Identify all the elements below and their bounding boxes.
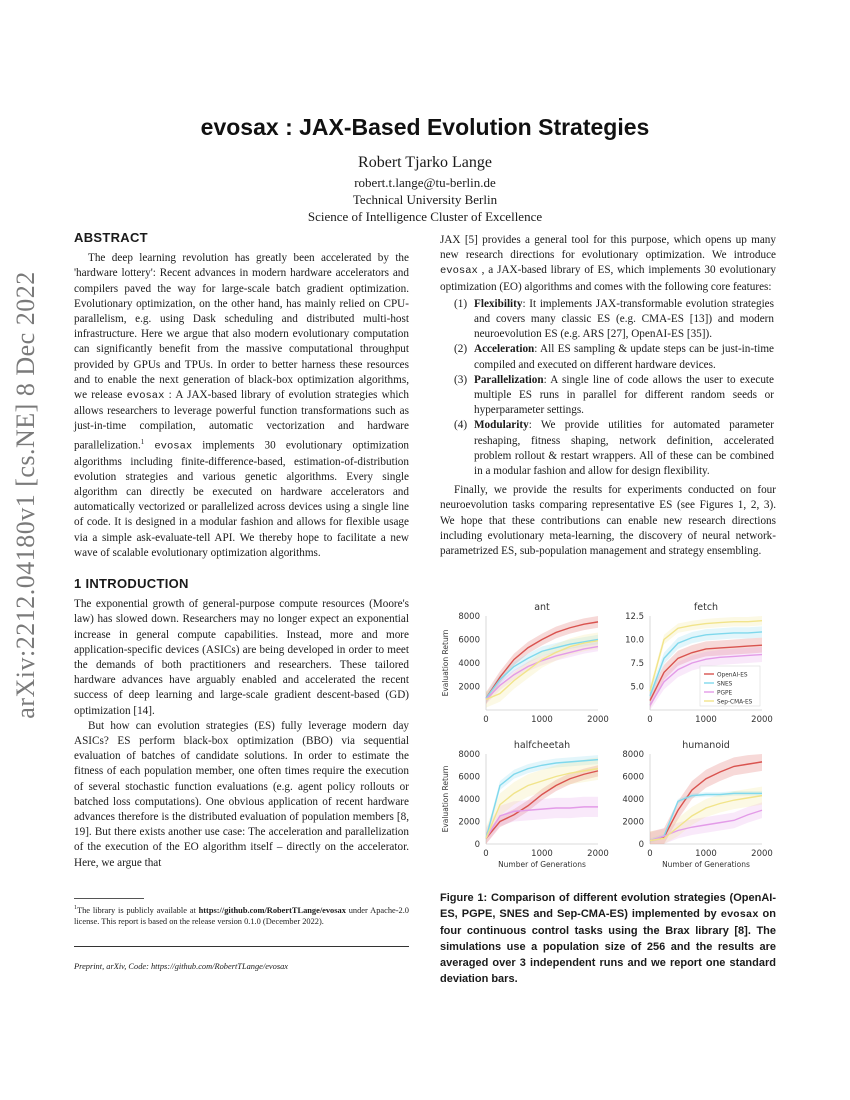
feature-name: Modularity <box>474 419 529 432</box>
figure-caption <box>440 890 776 987</box>
right-paragraph-1 <box>440 233 776 295</box>
y-tick-label: 6000 <box>622 772 644 783</box>
author-affiliation: Technical University Berlin <box>352 192 498 207</box>
x-tick-label: 0 <box>647 849 653 859</box>
introduction-heading: 1 INTRODUCTION <box>74 576 189 591</box>
chart-title: ant <box>534 602 550 613</box>
right-p1-text-b: , a JAX-based library of ES, which implements 30 evolutionary optimization (EO) algorithms and comes with the following core features: <box>440 264 776 293</box>
author-cluster: Science of Intelligence Cluster of Excellence <box>307 209 543 224</box>
x-tick-label: 1000 <box>531 715 553 725</box>
x-axis-label: Number of Generations <box>498 860 586 869</box>
abstract-heading: ABSTRACT <box>74 230 148 245</box>
y-tick-label: 4000 <box>458 795 480 805</box>
y-tick-label: 8000 <box>458 612 480 622</box>
caption-library-name: evosax <box>720 909 759 921</box>
x-tick-label: 1000 <box>531 849 553 859</box>
legend-label: OpenAI-ES <box>717 672 748 679</box>
x-tick-label: 0 <box>483 849 489 859</box>
intro-paragraph-1: The exponential growth of general-purpose compute resources (Moore's law) has slowed down. Researchers may no longer expect an exponential increase in general compute capabilities. Instead, more and more application-specific devices (ASICs) are being developed in order to meet the demands of both practitioners and researchers. These tailored hardware advances have arguably enabled and accelerated the recent success of deep learning and large-scale gradient descent-based (GD) optimization [14]. <box>74 598 409 717</box>
y-tick-label: 2000 <box>458 682 480 693</box>
x-axis-label: Number of Generations <box>662 860 750 869</box>
y-tick-label: 4000 <box>458 659 480 669</box>
chart-panel-fetch <box>625 602 773 725</box>
feature-item <box>440 342 776 372</box>
y-tick-label: 8000 <box>458 750 480 760</box>
title-text: : JAX-Based Evolution Strategies <box>278 114 650 140</box>
x-tick-label: 2000 <box>751 849 773 859</box>
author-name: Robert Tjarko Lange <box>358 154 492 171</box>
y-tick-label: 12.5 <box>625 612 644 622</box>
y-tick-label: 0 <box>474 840 480 850</box>
right-library-name: evosax <box>440 265 478 278</box>
intro-paragraph-2: But how can evolution strategies (ES) fully leverage modern day ASICs? ES perform black-box optimization (BBO) via sequential evaluation of batches of candidate solutions. In order to estimate the fitness of each population member, one often times require the execution of several stochastic function evaluations (e.g. agent policy rollouts or batched loss computations). One obvious application of recent hardware advances therefore is the distributed evaluation of population members [8, 19]. But there exists another use case: The acceleration and parallelization of the execution of the EO algorithm itself – directly on the accelerator. Here, we argue that <box>74 719 409 869</box>
arxiv-stamp: arXiv:2212.04180v1 [cs.NE] 8 Dec 2022 <box>11 271 40 719</box>
footnote-marker[interactable]: 1 <box>140 437 145 446</box>
title-library-name: evosax <box>200 114 279 140</box>
x-tick-label: 2000 <box>587 849 609 859</box>
chart-title: humanoid <box>682 740 730 751</box>
y-tick-label: 2000 <box>458 817 480 828</box>
right-p1-text-a: JAX [5] provides a general tool for this purpose, which opens up many new research directions for evolutionary optimization. We introduce <box>440 234 776 262</box>
page-footer: Preprint, arXiv, Code: https://github.com/RobertTLange/evosax <box>74 962 288 971</box>
feature-item <box>440 373 776 419</box>
abstract-library-name: evosax <box>126 390 165 403</box>
y-tick-label: 6000 <box>458 635 480 646</box>
legend-label: PGPE <box>717 690 733 697</box>
abstract-text-3: implements 30 evolutionary optimization algorithms including finite-difference-based, estimation-of-distribution evolution strategies and various genetic algorithms. Every single algorithm can directly be executed on hardware accelerators and automatically vectorized or parallelized across devices using a single line of code. It is designed in a modular fashion and allows for flexible usage via a simple ask-evaluate-tell API. We thereby hope to facilitate a new wave of scalable evolutionary optimization algorithms. <box>74 439 410 559</box>
footer-divider <box>74 946 409 947</box>
feature-number: (1) <box>454 297 468 310</box>
x-tick-label: 1000 <box>695 715 717 725</box>
feature-list <box>440 297 776 479</box>
feature-number: (2) <box>454 343 468 356</box>
caption-text-b: on four continuous control tasks using the Brax library [8]. The simulations use a population size of 256 and the results are averaged over 3 independent runs and we report one standard deviation bars. <box>440 908 776 985</box>
author-block <box>0 152 850 225</box>
paper-title <box>0 114 850 141</box>
y-tick-label: 8000 <box>622 750 644 760</box>
footnote <box>74 903 409 927</box>
abstract-paragraph <box>74 251 409 561</box>
footnote-number: 1 <box>74 905 77 911</box>
feature-item <box>440 297 776 343</box>
footnote-url[interactable]: https://github.com/RobertTLange/evosax <box>198 905 346 915</box>
figure-1 <box>440 598 780 878</box>
chart-title: fetch <box>693 602 719 613</box>
figure-1-plots <box>440 598 780 878</box>
right-column <box>440 233 776 559</box>
chart-panel-halfcheetah <box>441 740 609 869</box>
abstract-text-2: : A JAX-based library of evolution strategies which allows researchers to leverage powerful function transformations such as just-in-time compilation, automatic vectorization and hardware parallelization. <box>74 389 409 452</box>
y-tick-label: 0 <box>638 840 644 850</box>
feature-name: Parallelization <box>474 373 544 386</box>
y-tick-label: 4000 <box>622 795 644 805</box>
x-tick-label: 2000 <box>587 715 609 725</box>
legend-label: SNES <box>717 681 733 688</box>
y-axis-label: Evaluation Return <box>441 629 450 697</box>
abstract-library-name-2: evosax <box>154 440 193 453</box>
feature-text: : All ES sampling & update steps can be just-in-time compiled and executed on different hardware devices. <box>474 343 774 371</box>
abstract-text-1: The deep learning revolution has greatly been accelerated by the 'hardware lottery': Recent advances in modern hardware accelerators and compilers paved the way for large-scale batch gradient optimization. Evolutionary optimization, on the other hand, has mainly relied on CPU-parallelism, e.g. using Dask scheduling and distributed multi-host infrastructure. Here we argue that also modern evolutionary computation can significantly benefit from the massive computational throughput provided by GPUs and TPUs. In order to better harness these resources and to enable the next generation of black-box optimization algorithms, we release <box>74 252 409 402</box>
feature-text: : A single line of code allows the user to execute multiple ES runs in parallel for different random seeds or hyperparameter settings. <box>474 373 774 417</box>
y-tick-label: 6000 <box>458 772 480 783</box>
footnote-divider <box>74 898 144 899</box>
chart-panel-ant <box>441 602 609 725</box>
y-axis-label: Evaluation Return <box>441 765 450 833</box>
y-tick-label: 10.0 <box>625 635 644 646</box>
right-paragraph-2: Finally, we provide the results for experiments conducted on four neuroevolution tasks comparing representative ES (see Figures 1, 2, 3). We hope that these contributions can enable new research directions including evolutionary meta-learning, the discovery of neural network-parametrized ES, sub-population management and strategy ensembling. <box>440 484 776 558</box>
y-tick-label: 2000 <box>622 817 644 828</box>
feature-name: Flexibility <box>474 297 523 310</box>
feature-text: : It implements JAX-transformable evolution strategies and covers many classic ES (e.g. CMA-ES [13]) and modern neuroevolution ES (e.g. ARS [27], OpenAI-ES [35]). <box>474 297 774 341</box>
legend-label: Sep-CMA-ES <box>717 699 753 706</box>
feature-text: : We provide utilities for automated parameter reshaping, fitness shaping, network definition, accelerated problem rollout & restart wrappers. All of these can be combined in a modular fashion and allow for design flexibility. <box>474 419 774 478</box>
y-tick-label: 7.5 <box>630 659 644 669</box>
chart-title: halfcheetah <box>513 740 571 751</box>
x-tick-label: 1000 <box>695 849 717 859</box>
feature-name: Acceleration <box>474 343 535 356</box>
feature-item <box>440 418 776 479</box>
x-tick-label: 0 <box>647 715 653 725</box>
caption-text-a: Figure 1: Comparison of different evolution strategies (OpenAI-ES, PGPE, SNES and Sep-CMA-ES) implemented by <box>440 892 776 920</box>
y-tick-label: 5.0 <box>630 682 644 693</box>
author-email[interactable]: robert.t.lange@tu-berlin.de <box>354 175 496 190</box>
footnote-text-a: The library is publicly available at <box>77 905 199 915</box>
feature-number: (3) <box>454 373 468 386</box>
left-column <box>74 230 409 871</box>
footnote-text-b: under Apache-2.0 license. This report is based on the release version 0.1.0 (December 2022). <box>74 905 409 926</box>
feature-number: (4) <box>454 419 468 432</box>
x-tick-label: 2000 <box>751 715 773 725</box>
x-tick-label: 0 <box>483 715 489 725</box>
chart-panel-humanoid <box>622 740 772 869</box>
